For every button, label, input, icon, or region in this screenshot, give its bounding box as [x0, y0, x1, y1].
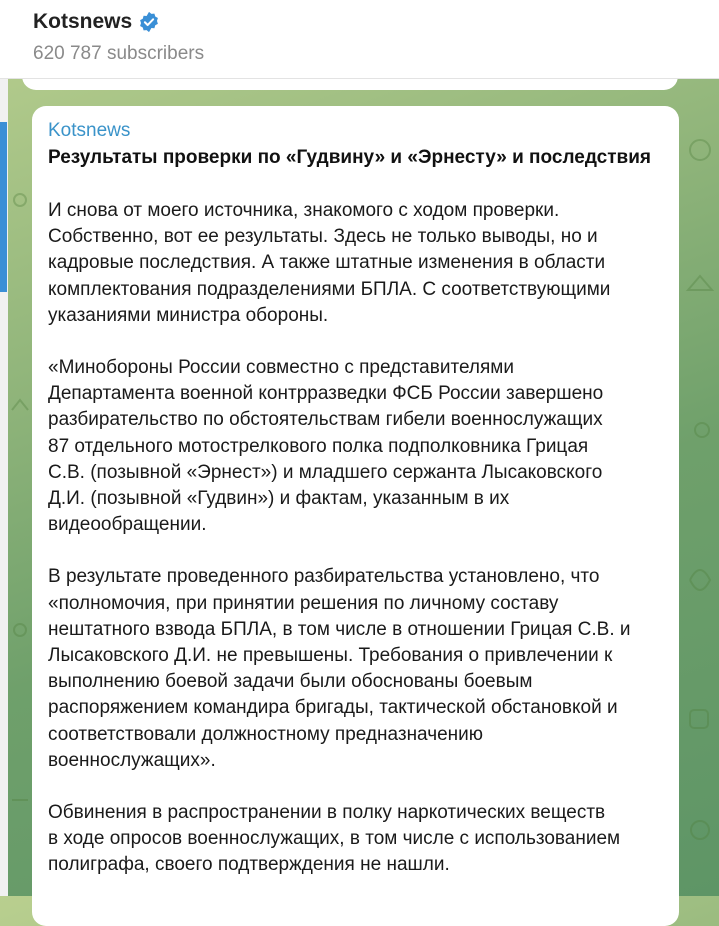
text-line: С.В. (позывной «Эрнест») и младшего сержанта Лысаковского — [48, 461, 603, 483]
text-line: Д.И. (позывной «Гудвин») и фактам, указанным в их — [48, 488, 510, 510]
background-pattern-left — [8, 110, 32, 870]
text-line: И снова от моего источника, знакомого с ходом проверки. — [48, 200, 560, 221]
chat-header[interactable] — [0, 0, 719, 79]
selected-chat-indicator — [0, 122, 7, 292]
paragraph — [48, 564, 678, 774]
channel-title[interactable] — [33, 10, 160, 34]
text-line: соответствовали должностному предназначению — [48, 723, 484, 745]
text-line: видеообращении. — [48, 514, 207, 536]
text-line: «полномочия, при принятии решения по личному составу — [48, 592, 559, 614]
text-line: 87 отдельного мотострелкового полка подполковника Грицая — [48, 435, 589, 457]
text-line: выполнению боевой задачи были обоснованы боевым — [48, 671, 533, 693]
text-line: в ходе опросов военнослужащих, в том числе с использованием — [48, 828, 621, 850]
text-line: военнослужащих». — [48, 749, 216, 771]
text-line: Департамента военной контрразведки ФСБ России завершено — [48, 383, 604, 405]
text-line: Обвинения в распространении в полку наркотических веществ — [48, 802, 606, 824]
message-author[interactable]: Kotsnews — [48, 120, 131, 141]
text-line: кадровые последствия. А также штатные изменения в области — [48, 252, 606, 274]
text-line: разбирательство по обстоятельствам гибели военнослужащих — [48, 409, 603, 431]
text-line: Лысаковского Д.И. не превышены. Требования о привлечении к — [48, 645, 613, 667]
text-line: распоряжением командира бригады, тактической обстановкой и — [48, 697, 618, 719]
paragraph — [48, 355, 678, 538]
chat-list-edge — [0, 78, 8, 896]
message-bubble[interactable] — [32, 106, 679, 926]
paragraph — [48, 198, 678, 329]
text-line: комплектования подразделениями БПЛА. С соответствующими — [48, 278, 611, 300]
paragraph — [48, 800, 678, 879]
subscriber-count: 620 787 subscribers — [33, 43, 205, 64]
text-line: «Минобороны России совместно с представителями — [48, 357, 514, 379]
text-line: указаниями министра обороны. — [48, 304, 329, 326]
text-line: полиграфа, своего подтверждения не нашли. — [48, 854, 450, 876]
message-title: Результаты проверки по «Гудвину» и «Эрнесту» и последствия — [48, 147, 651, 168]
text-line: В результате проведенного разбирательства установлено, что — [48, 566, 600, 588]
message-text — [48, 198, 678, 905]
channel-name: Kotsnews — [33, 10, 133, 33]
verified-badge-icon — [138, 11, 160, 33]
background-pattern — [680, 110, 719, 870]
text-line: нештатного взвода БПЛА, в том числе в отношении Грицая С.В. и — [48, 618, 631, 640]
text-line: Собственно, вот ее результаты. Здесь не только выводы, но и — [48, 226, 598, 248]
